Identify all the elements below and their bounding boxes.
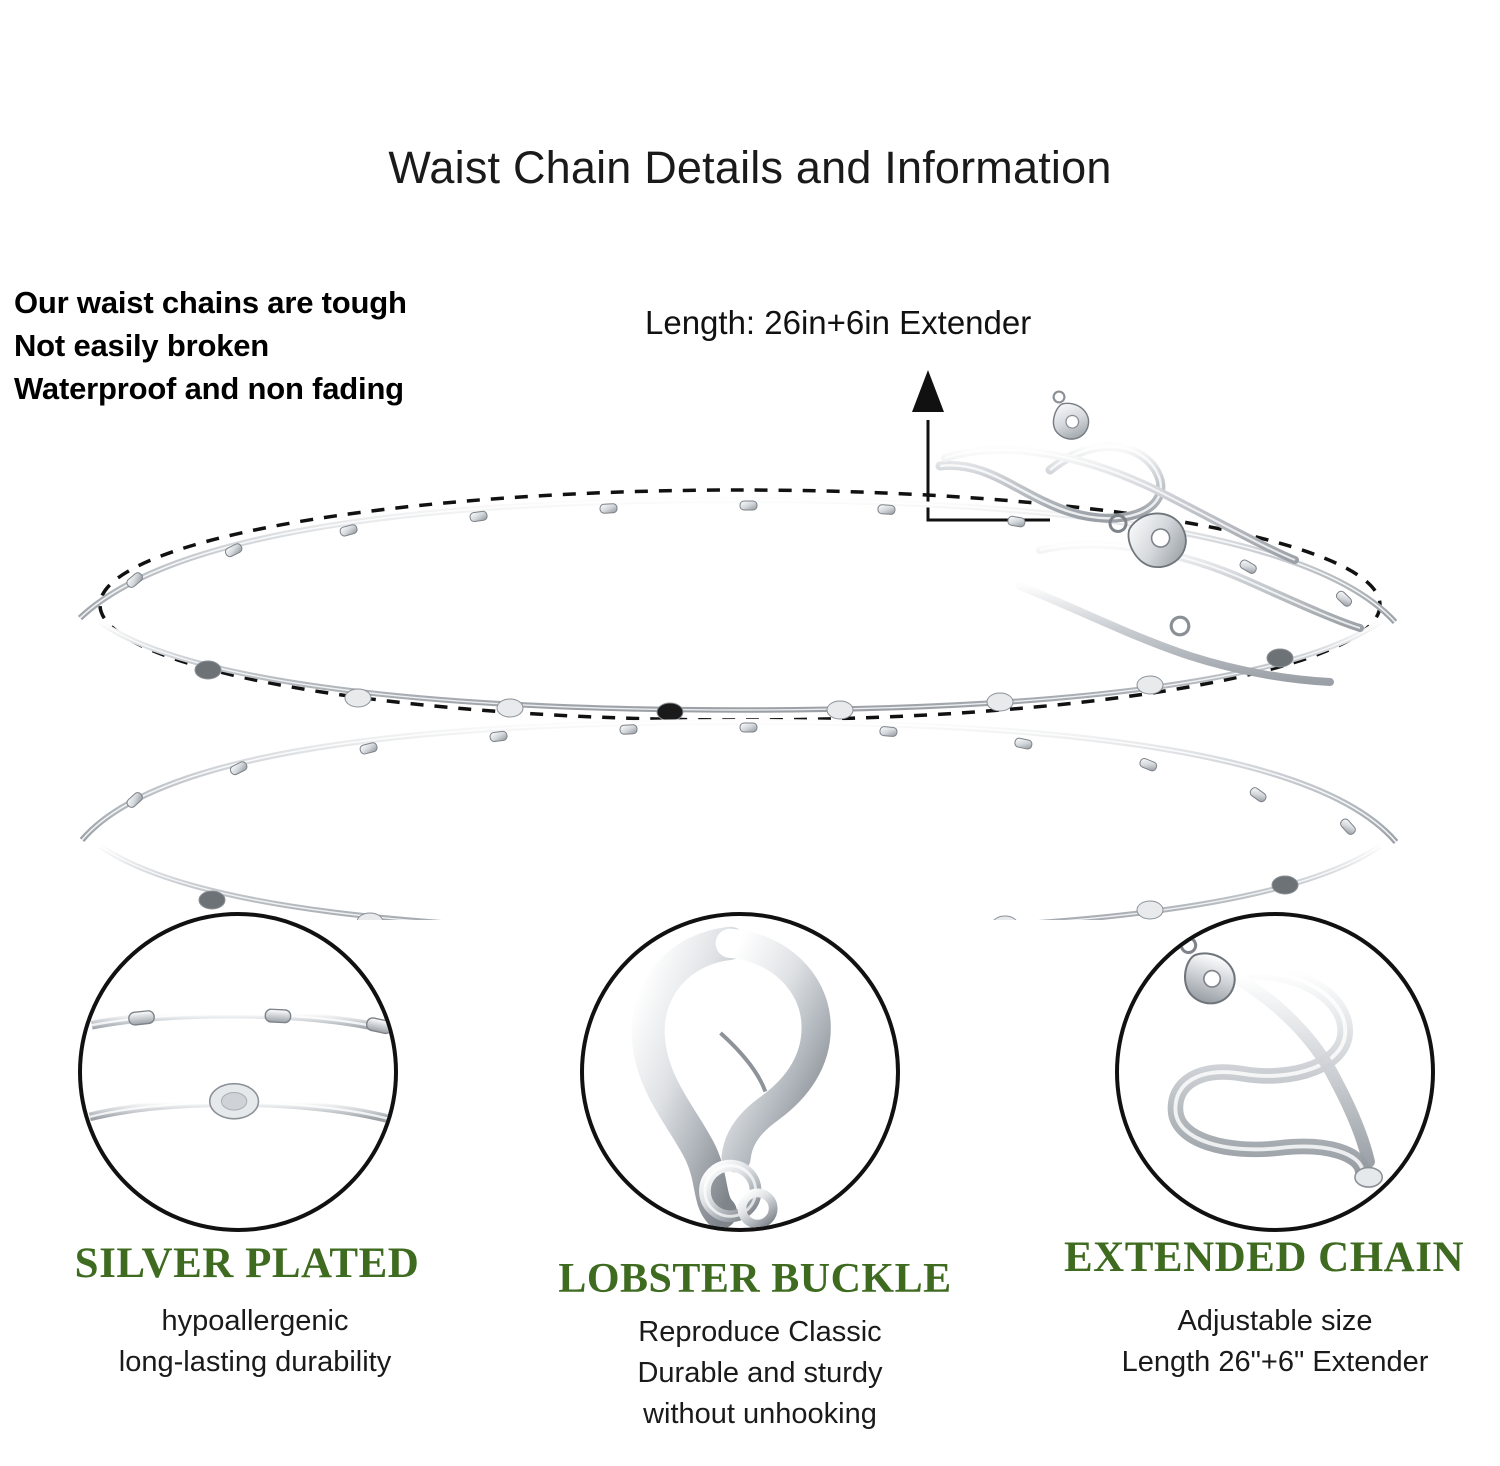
clasp-ring-icon xyxy=(1169,615,1190,636)
callout-desc-line: Adjustable size xyxy=(1177,1305,1373,1337)
feature-line-1: Our waist chains are tough xyxy=(14,285,407,320)
feature-line-2: Not easily broken xyxy=(14,327,270,363)
callout-lobster-buckle xyxy=(525,912,995,1466)
callout-title: EXTENDED CHAIN xyxy=(1063,1234,1465,1281)
callout-desc-line: without unhooking xyxy=(643,1398,877,1431)
waist-outline-dashed xyxy=(100,490,1380,720)
disc-chain-lower xyxy=(100,846,1380,920)
feature-callouts xyxy=(0,912,1500,1466)
callout-silver-plated xyxy=(20,912,490,1466)
callout-description xyxy=(525,1312,995,1436)
clasp-small-icon xyxy=(1041,390,1097,444)
callout-extended-chain xyxy=(1040,912,1500,1466)
callout-desc-line: Reproduce Classic xyxy=(638,1316,882,1348)
callout-title: LOBSTER BUCKLE xyxy=(558,1256,952,1302)
disc-chain-upper xyxy=(100,622,1380,721)
page-title: Waist Chain Details and Information xyxy=(388,142,1112,193)
lower-chain xyxy=(82,722,1396,842)
callout-desc-line: hypoallergenic xyxy=(161,1305,349,1337)
callout-desc-line: Length 26"+6" Extender xyxy=(1121,1346,1429,1379)
callout-description xyxy=(1040,1301,1500,1383)
callout-desc-line: Durable and sturdy xyxy=(637,1357,883,1390)
extender-chain-icon xyxy=(1115,912,1435,1232)
callout-title: SILVER PLATED xyxy=(74,1240,420,1287)
extender-chain-cluster xyxy=(940,390,1360,682)
feature-line-3: Waterproof and non fading xyxy=(14,370,404,406)
chain-closeup-icon xyxy=(78,912,398,1232)
callout-desc-line: long-lasting durability xyxy=(118,1346,392,1379)
waist-chain-illustration xyxy=(40,360,1460,920)
product-image xyxy=(40,360,1460,920)
lobster-clasp-icon xyxy=(580,912,900,1232)
length-label: Length: 26in+6in Extender xyxy=(645,304,1032,341)
callout-description xyxy=(20,1301,490,1383)
